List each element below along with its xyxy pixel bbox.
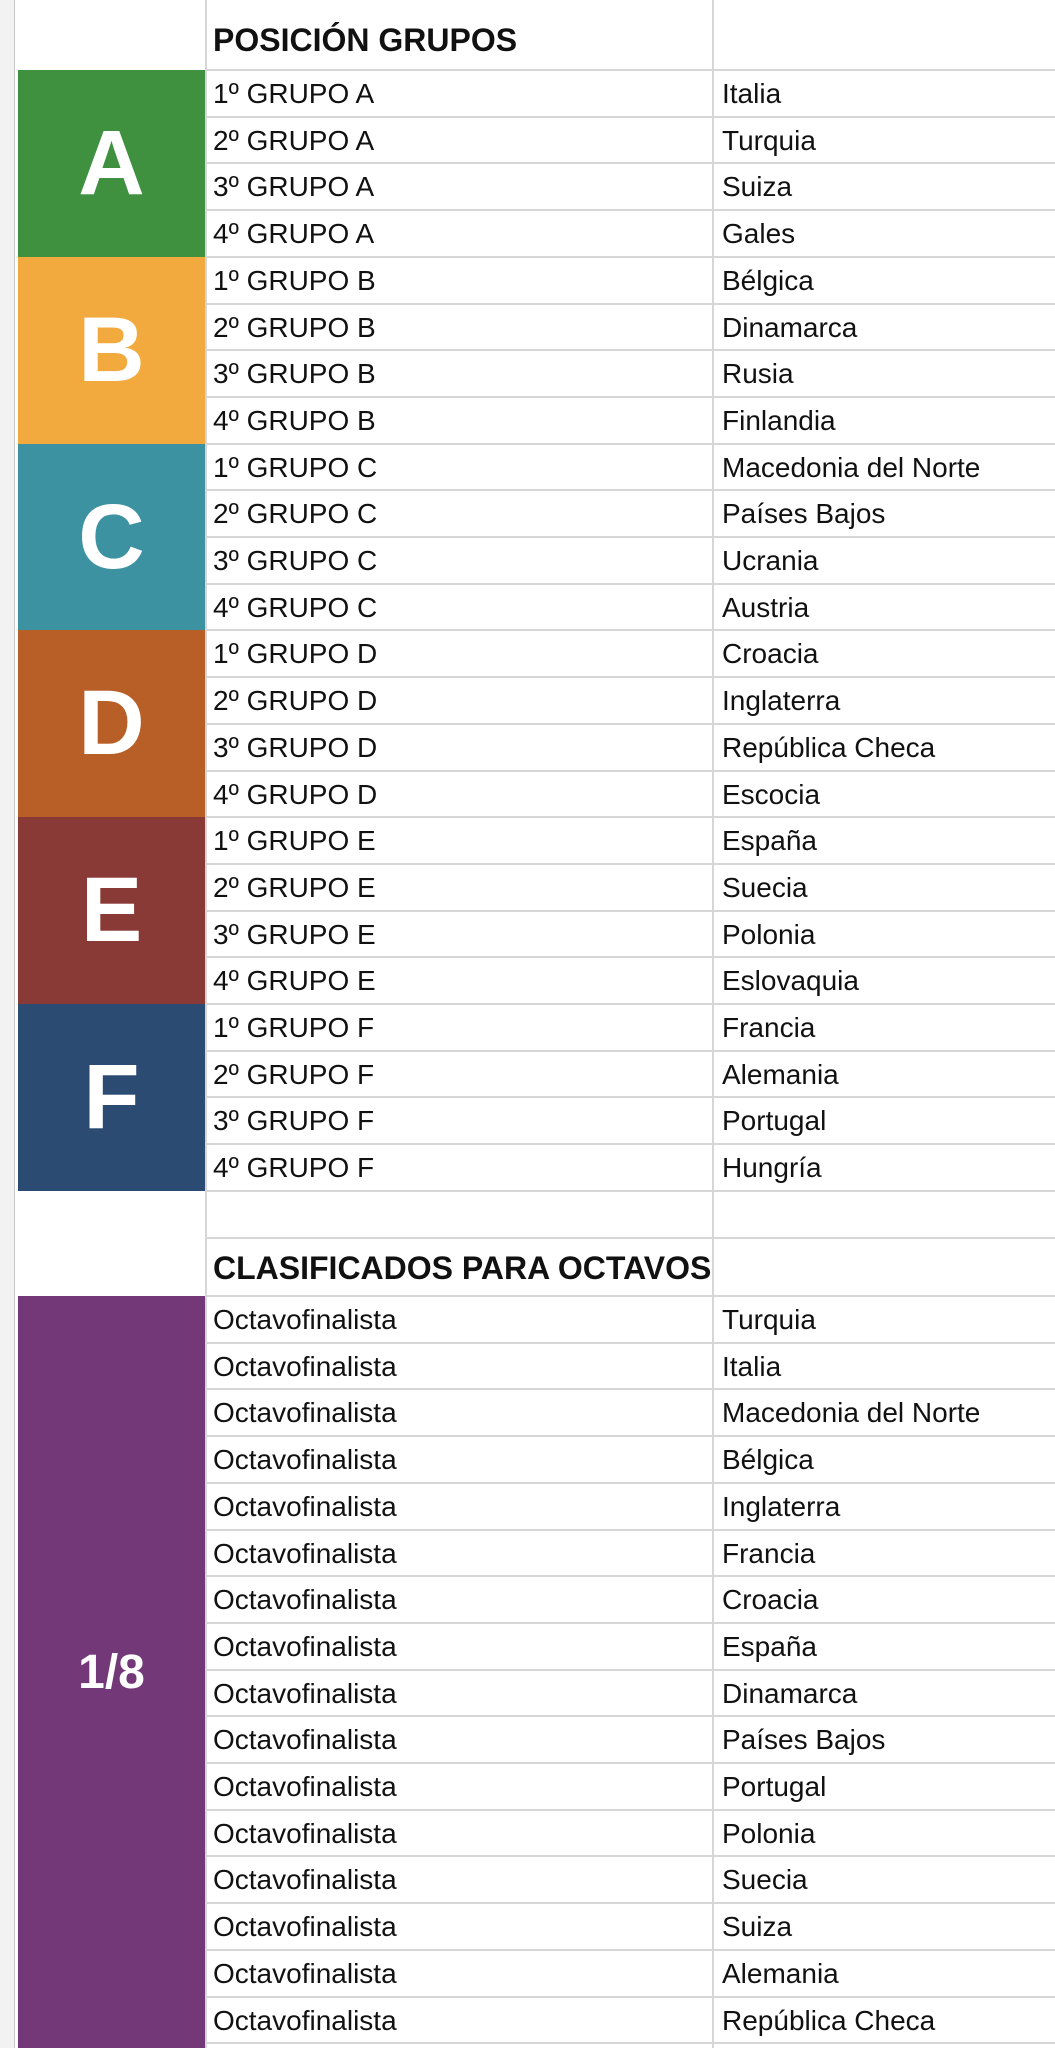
row-line xyxy=(205,629,1055,631)
row-line xyxy=(205,489,1055,491)
row-line xyxy=(205,1902,1055,1904)
row-line xyxy=(205,69,1055,71)
octavos-team-cell[interactable]: Inglaterra xyxy=(722,1491,841,1522)
row-line xyxy=(205,1143,1055,1145)
group-position-cell[interactable]: 3º GRUPO C xyxy=(213,545,378,576)
group-e-block[interactable]: E xyxy=(18,817,205,1004)
row-line xyxy=(205,723,1055,725)
octavos-position-cell[interactable]: Octavofinalista xyxy=(213,1864,397,1895)
row-line xyxy=(205,910,1055,912)
row-line xyxy=(205,1435,1055,1437)
group-position-cell[interactable]: 4º GRUPO A xyxy=(213,218,375,249)
group-team-cell[interactable]: Gales xyxy=(722,218,796,249)
group-team-cell[interactable]: Austria xyxy=(722,592,810,623)
octavos-team-cell[interactable]: España xyxy=(722,1631,817,1662)
row-line xyxy=(205,583,1055,585)
group-team-cell[interactable]: Escocia xyxy=(722,779,821,810)
row-line xyxy=(205,1190,1055,1192)
group-team-cell[interactable]: Eslovaquia xyxy=(722,965,859,996)
octavos-team-cell[interactable]: Polonia xyxy=(722,1818,816,1849)
row-line xyxy=(205,1003,1055,1005)
octavos-team-cell[interactable]: Dinamarca xyxy=(722,1678,858,1709)
group-position-cell[interactable]: 1º GRUPO A xyxy=(213,78,375,109)
row-line xyxy=(205,1575,1055,1577)
row-line xyxy=(205,1482,1055,1484)
group-team-cell[interactable]: Suiza xyxy=(722,171,793,202)
group-position-cell[interactable]: 2º GRUPO A xyxy=(213,125,375,156)
octavos-team-cell[interactable]: Croacia xyxy=(722,1584,819,1615)
group-position-cell[interactable]: 1º GRUPO C xyxy=(213,452,378,483)
group-team-cell[interactable]: Alemania xyxy=(722,1059,839,1090)
group-position-cell[interactable]: 4º GRUPO E xyxy=(213,965,376,996)
row-line xyxy=(205,116,1055,118)
row-line xyxy=(205,1622,1055,1624)
octavos-team-cell[interactable]: República Checa xyxy=(722,2005,936,2036)
group-position-cell[interactable]: 4º GRUPO F xyxy=(213,1152,375,1183)
group-b-block[interactable]: B xyxy=(18,257,205,444)
group-team-cell[interactable]: Suecia xyxy=(722,872,808,903)
group-team-cell[interactable]: Portugal xyxy=(722,1105,827,1136)
octavos-team-cell[interactable]: Bélgica xyxy=(722,1444,814,1475)
octavos-header[interactable]: CLASIFICADOS PARA OCTAVOS xyxy=(213,1250,712,1286)
group-position-cell[interactable]: 3º GRUPO B xyxy=(213,358,376,389)
group-position-cell[interactable]: 2º GRUPO C xyxy=(213,498,378,529)
row-line xyxy=(205,1715,1055,1717)
row-line xyxy=(205,1529,1055,1531)
group-team-cell[interactable]: Francia xyxy=(722,1012,816,1043)
row-line xyxy=(205,1949,1055,1951)
octavos-position-cell[interactable]: Octavofinalista xyxy=(213,1818,397,1849)
octavos-team-cell[interactable]: Francia xyxy=(722,1538,816,1569)
group-team-cell[interactable]: Croacia xyxy=(722,638,819,669)
group-position-cell[interactable]: 2º GRUPO F xyxy=(213,1059,375,1090)
group-position-cell[interactable]: 4º GRUPO C xyxy=(213,592,378,623)
row-line xyxy=(205,770,1055,772)
row-line xyxy=(205,1295,1055,1297)
row-line xyxy=(205,1237,1055,1239)
octavos-position-cell[interactable]: Octavofinalista xyxy=(213,1771,397,1802)
octavos-position-cell[interactable]: Octavofinalista xyxy=(213,1724,397,1755)
row-line xyxy=(205,816,1055,818)
octavos-team-cell[interactable]: Macedonia del Norte xyxy=(722,1397,981,1428)
row-line xyxy=(205,1669,1055,1671)
group-position-cell[interactable]: 2º GRUPO D xyxy=(213,685,378,716)
group-position-cell[interactable]: 1º GRUPO F xyxy=(213,1012,375,1043)
octavos-position-cell[interactable]: Octavofinalista xyxy=(213,2005,397,2036)
octavos-position-cell[interactable]: Octavofinalista xyxy=(213,1397,397,1428)
row-line xyxy=(205,676,1055,678)
row-line xyxy=(205,256,1055,258)
group-position-cell[interactable]: 3º GRUPO A xyxy=(213,171,375,202)
group-team-cell[interactable]: Rusia xyxy=(722,358,794,389)
group-team-cell[interactable]: Dinamarca xyxy=(722,312,858,343)
group-team-cell[interactable]: Finlandia xyxy=(722,405,836,436)
row-line xyxy=(205,443,1055,445)
row-line xyxy=(205,1855,1055,1857)
row-line xyxy=(205,162,1055,164)
group-position-cell[interactable]: 3º GRUPO F xyxy=(213,1105,375,1136)
group-team-cell[interactable]: Inglaterra xyxy=(722,685,841,716)
octavos-team-cell[interactable]: Alemania xyxy=(722,1958,839,1989)
row-line xyxy=(205,863,1055,865)
row-line xyxy=(205,1050,1055,1052)
row-line xyxy=(205,1762,1055,1764)
row-line xyxy=(205,349,1055,351)
octavos-team-cell[interactable]: Turquia xyxy=(722,1304,816,1335)
group-position-cell[interactable]: 1º GRUPO E xyxy=(213,825,376,856)
row-line xyxy=(205,1388,1055,1390)
octavos-team-cell[interactable]: Suiza xyxy=(722,1911,793,1942)
octavos-position-cell[interactable]: Octavofinalista xyxy=(213,1444,397,1475)
row-line xyxy=(205,2042,1055,2044)
group-team-cell[interactable]: Bélgica xyxy=(722,265,814,296)
row-line xyxy=(205,396,1055,398)
octavos-block[interactable]: 1/8 xyxy=(18,1296,205,2048)
group-f-block[interactable]: F xyxy=(18,1004,205,1191)
group-team-cell[interactable]: Hungría xyxy=(722,1152,822,1183)
group-position-cell[interactable]: 4º GRUPO D xyxy=(213,779,378,810)
octavos-position-cell[interactable]: Octavofinalista xyxy=(213,1538,397,1569)
row-line xyxy=(205,956,1055,958)
row-header-strip[interactable] xyxy=(0,0,15,2048)
row-line xyxy=(205,1342,1055,1344)
group-d-block[interactable]: D xyxy=(18,630,205,817)
octavos-position-cell[interactable]: Octavofinalista xyxy=(213,1678,397,1709)
row-line xyxy=(205,536,1055,538)
groups-header[interactable]: POSICIÓN GRUPOS xyxy=(213,22,518,58)
group-team-cell[interactable]: Polonia xyxy=(722,919,816,950)
octavos-position-cell[interactable]: Octavofinalista xyxy=(213,1304,397,1335)
group-position-cell[interactable]: 2º GRUPO B xyxy=(213,312,376,343)
group-team-cell[interactable]: Ucrania xyxy=(722,545,819,576)
group-position-cell[interactable]: 3º GRUPO E xyxy=(213,919,376,950)
group-team-cell[interactable]: Turquia xyxy=(722,125,816,156)
row-line xyxy=(205,1096,1055,1098)
group-a-block[interactable]: A xyxy=(18,70,205,257)
column-line-c xyxy=(712,0,714,2048)
octavos-position-cell[interactable]: Octavofinalista xyxy=(213,1584,397,1615)
group-c-block[interactable]: C xyxy=(18,444,205,631)
octavos-position-cell[interactable]: Octavofinalista xyxy=(213,1351,397,1382)
group-position-cell[interactable]: 3º GRUPO D xyxy=(213,732,378,763)
octavos-team-cell[interactable]: Portugal xyxy=(722,1771,827,1802)
group-position-cell[interactable]: 1º GRUPO D xyxy=(213,638,378,669)
group-team-cell[interactable]: República Checa xyxy=(722,732,936,763)
octavos-position-cell[interactable]: Octavofinalista xyxy=(213,1911,397,1942)
group-position-cell[interactable]: 2º GRUPO E xyxy=(213,872,376,903)
octavos-team-cell[interactable]: Países Bajos xyxy=(722,1724,886,1755)
octavos-team-cell[interactable]: Italia xyxy=(722,1351,782,1382)
group-team-cell[interactable]: Italia xyxy=(722,78,782,109)
column-line-b xyxy=(205,0,207,2048)
group-position-cell[interactable]: 1º GRUPO B xyxy=(213,265,376,296)
octavos-position-cell[interactable]: Octavofinalista xyxy=(213,1958,397,1989)
group-team-cell[interactable]: Macedonia del Norte xyxy=(722,452,981,483)
octavos-position-cell[interactable]: Octavofinalista xyxy=(213,1491,397,1522)
group-team-cell[interactable]: Países Bajos xyxy=(722,498,886,529)
row-line xyxy=(205,1996,1055,1998)
row-line xyxy=(205,1809,1055,1811)
group-team-cell[interactable]: España xyxy=(722,825,817,856)
octavos-team-cell[interactable]: Suecia xyxy=(722,1864,808,1895)
row-line xyxy=(205,303,1055,305)
group-position-cell[interactable]: 4º GRUPO B xyxy=(213,405,376,436)
row-line xyxy=(205,209,1055,211)
octavos-position-cell[interactable]: Octavofinalista xyxy=(213,1631,397,1662)
